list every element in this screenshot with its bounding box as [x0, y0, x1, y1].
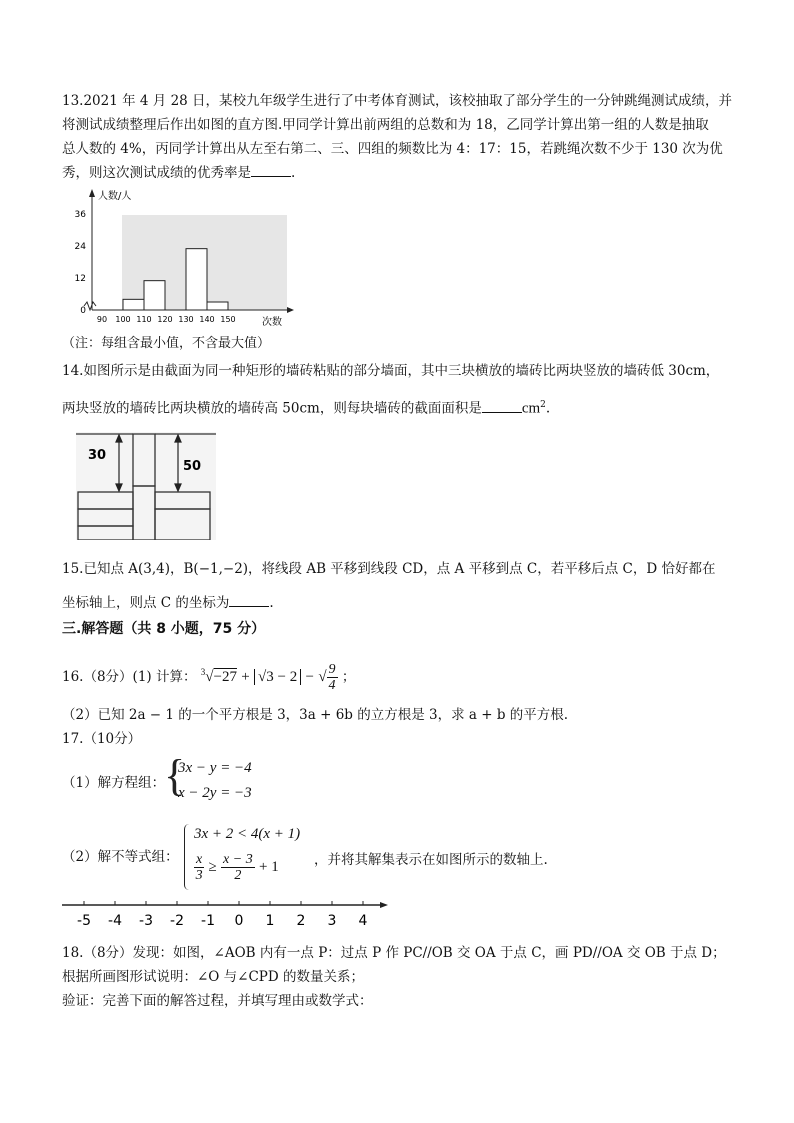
- q15-line-2-text: 坐标轴上，则点 C 的坐标为: [62, 595, 230, 611]
- x-tick-label: 100: [115, 315, 131, 324]
- fraction-numerator: x − 3: [223, 852, 253, 867]
- x-tick-label: 90: [96, 315, 108, 324]
- q14-line-1: 14.如图所示是由截面为同一种矩形的墙砖粘贴的部分墙面，其中三块横放的墙砖比两块竖放的墙砖低 30cm，: [62, 363, 720, 379]
- q13-line-2: 将测试成绩整理后作出如图的直方图.甲同学计算出前两组的总数和为 18，乙同学计算出第一组的人数是抽取: [62, 117, 709, 133]
- x-axis-label: 次数: [262, 317, 282, 328]
- brick-wall-figure: [76, 432, 216, 540]
- y-tick-label: 24: [74, 242, 86, 252]
- q16-part-2: （2）已知 2a − 1 的一个平方根是 3，3a + 6b 的立方根是 3，求 a + b 的平方根.: [62, 707, 569, 723]
- geq-sign: ≥: [208, 859, 217, 875]
- fraction-x-over-3: [194, 852, 204, 883]
- y-tick-label: 0: [80, 306, 86, 316]
- inequality-1: 3x + 2 < 4(x + 1): [194, 826, 301, 842]
- q15-line-2: [62, 594, 274, 612]
- number-line: [62, 895, 388, 935]
- unit-exponent: 2: [540, 400, 546, 410]
- answer-blank: [229, 594, 269, 607]
- number-line-label: -3: [139, 913, 153, 929]
- q15-line-1: 15.已知点 A(3,4)，B(−1,−2)，将线段 AB 平移到线段 CD，点 A 平移到点 C，若平移后点 C，D 恰好都在: [62, 561, 716, 577]
- cube-root-expression: $^3$√−27: [200, 667, 237, 685]
- left-brace-icon: {: [164, 751, 186, 800]
- histogram-bar-2: [144, 281, 165, 310]
- system-equation-2: x − 2y = −3: [178, 785, 252, 801]
- answer-blank: [482, 400, 522, 413]
- q13-line-1: 13.2021 年 4 月 28 日，某校九年级学生进行了中考体育测试，该校抽取了部分学生的一分钟跳绳测试成绩，并: [62, 93, 733, 109]
- q13-line-4: [62, 164, 295, 182]
- q16-line-1: [62, 654, 356, 693]
- dimension-label-50: 50: [183, 459, 202, 474]
- q13-period: .: [291, 165, 296, 181]
- q17-head: 17.（10分）: [62, 731, 142, 747]
- number-line-label: 2: [296, 913, 306, 929]
- x-tick-label: 140: [199, 315, 215, 324]
- histogram-bar-1: [123, 299, 144, 310]
- q16-tail: ；: [341, 669, 356, 685]
- absolute-value-content: 3 − 2: [266, 669, 298, 685]
- left-brace-icon: [184, 824, 189, 890]
- unit: cm: [521, 400, 541, 417]
- sqrt-sign: √: [318, 669, 327, 685]
- fraction-numerator: 9: [328, 662, 336, 677]
- number-line-label: 3: [327, 913, 337, 929]
- q17-part-1-label: （1）解方程组：: [62, 775, 166, 791]
- q17-part-2-tail: ，并将其解集表示在如图所示的数轴上.: [314, 852, 548, 868]
- fraction-denominator: 2: [234, 868, 242, 883]
- number-line-label: -2: [170, 913, 184, 929]
- cube-root-radicand: −27: [213, 669, 237, 685]
- fraction-x-minus-3-over-2: [221, 852, 255, 883]
- number-line-label: 0: [234, 913, 244, 929]
- number-line-label: -5: [77, 913, 91, 929]
- histogram-bar-3: [186, 249, 207, 310]
- fraction-denominator: 3: [195, 868, 203, 883]
- section-heading: 三.解答题（共 8 小题，75 分）: [62, 621, 266, 637]
- q13-line-4-text: 秀，则这次测试成绩的优秀率是: [62, 165, 251, 181]
- histogram-chart: [62, 185, 302, 330]
- x-tick-label: 150: [220, 315, 236, 324]
- q14-line-2: [62, 396, 550, 418]
- x-tick-label: 120: [157, 315, 173, 324]
- q18-line-2: 根据所画图形试说明：∠O 与∠CPD 的数量关系；: [62, 969, 365, 985]
- q18-line-1: 18.（8分）发现：如图，∠AOB 内有一点 P：过点 P 作 PC//OB 交 OA 于点 C，画 PD//OA 交 OB 于点 D；: [62, 945, 726, 961]
- plus-sign: +: [241, 669, 250, 685]
- q17-part-2-label: （2）解不等式组：: [62, 849, 179, 865]
- y-tick-label: 36: [74, 210, 86, 220]
- dimension-label-30: 30: [88, 448, 107, 463]
- y-tick-label: 12: [74, 274, 86, 284]
- fraction-denominator: 4: [328, 678, 336, 693]
- q14-period: .: [545, 400, 551, 417]
- q14-line-2-text: 两块竖放的墙砖比两块横放的墙砖高 50cm，则每块墙砖的截面面积是: [62, 400, 482, 417]
- q16-head: 16.（8分）(1) 计算：: [62, 669, 197, 685]
- y-axis-label: 人数/人: [98, 191, 132, 202]
- number-line-label: -4: [108, 913, 122, 929]
- number-line-label: 1: [265, 913, 275, 929]
- number-line-label: -1: [201, 913, 215, 929]
- arrow-right-icon: [380, 902, 388, 908]
- plus-one: + 1: [259, 859, 279, 875]
- number-line-label: 4: [358, 913, 368, 929]
- q13-note: （注：每组含最小值，不含最大值）: [62, 336, 271, 351]
- fraction-9-over-4: [327, 662, 338, 693]
- fraction-numerator: x: [196, 852, 203, 867]
- x-tick-label: 130: [178, 315, 194, 324]
- answer-blank: [251, 164, 291, 177]
- inequality-2: [194, 852, 279, 883]
- minus-sign: −: [305, 669, 315, 685]
- x-tick-label: 110: [136, 315, 152, 324]
- histogram-bar-4: [207, 302, 228, 310]
- absolute-value: √3 − 2: [254, 669, 301, 685]
- system-equation-1: 3x − y = −4: [178, 760, 252, 776]
- q18-line-3: 验证：完善下面的解答过程，并填写理由或数学式：: [62, 993, 373, 1009]
- q15-period: .: [269, 595, 274, 611]
- q13-line-3: 总人数的 4%，丙同学计算出从左至右第二、三、四组的频数比为 4：17：15，若跳绳次数不少于 130 次为优: [62, 141, 723, 157]
